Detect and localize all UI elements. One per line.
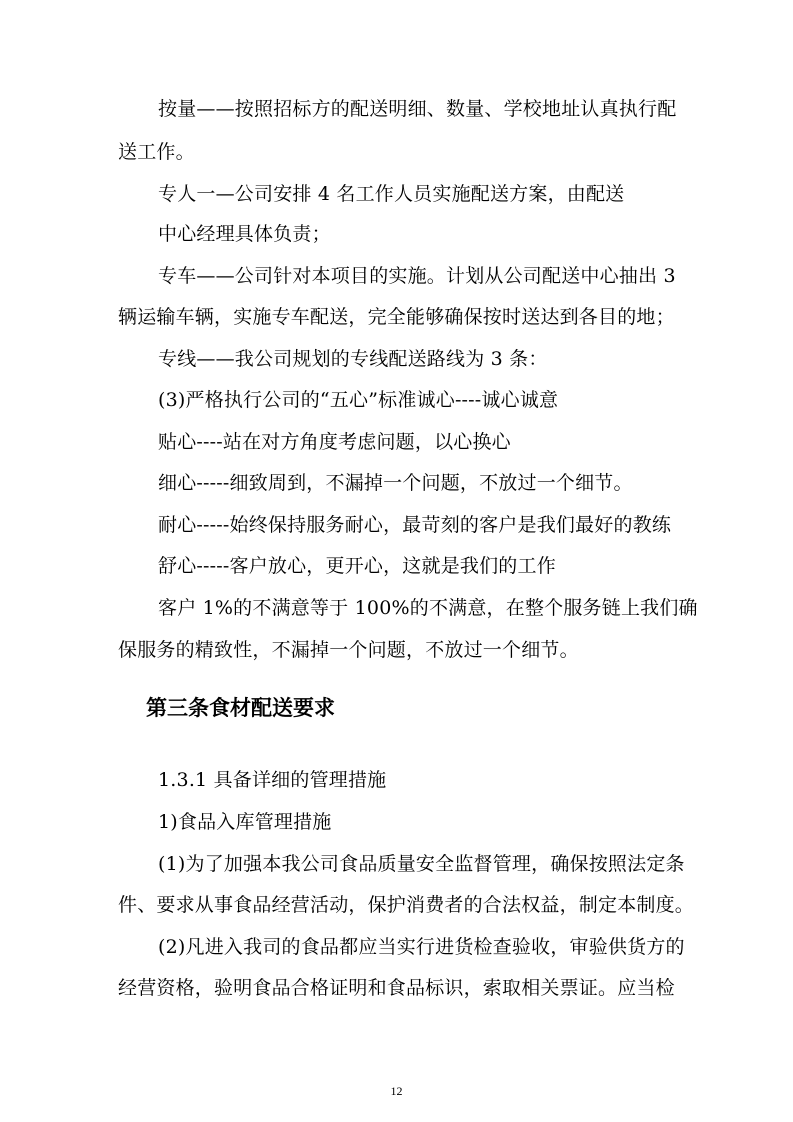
paragraph-line: 专线——我公司规划的专线配送路线为 3 条： bbox=[158, 348, 548, 370]
paragraph-line: (1)为了加强本我公司食品质量安全监督管理，确保按照法定条 bbox=[158, 853, 685, 875]
paragraph-line: 客户 1%的不满意等于 100%的不满意，在整个服务链上我们确 bbox=[158, 597, 698, 619]
subsection-title: 1.3.1 具备详细的管理措施 bbox=[158, 769, 387, 791]
paragraph-line: 经营资格，验明食品合格证明和食品标识，索取相关票证。应当检 bbox=[118, 977, 675, 999]
paragraph-line: (2)凡进入我司的食品都应当实行进货检查验收，审验供货方的 bbox=[158, 936, 685, 958]
paragraph-line: (3)严格执行公司的“五心”标准诚心----诚心诚意 bbox=[158, 389, 559, 411]
paragraph-line: 保服务的精致性，不漏掉一个问题，不放过一个细节。 bbox=[118, 639, 579, 661]
paragraph-line: 按量——按照招标方的配送明细、数量、学校地址认真执行配 bbox=[158, 98, 677, 120]
paragraph-line: 细心-----细致周到，不漏掉一个问题，不放过一个细节。 bbox=[158, 472, 633, 494]
paragraph-line: 辆运输车辆，实施专车配送，完全能够确保按时送达到各目的地； bbox=[118, 306, 675, 328]
paragraph-line: 专人一—公司安排 4 名工作人员实施配送方案，由配送 bbox=[158, 183, 625, 205]
paragraph-line: 件、要求从事食品经营活动，保护消费者的合法权益，制定本制度。 bbox=[118, 894, 695, 916]
page-number: 12 bbox=[390, 1084, 403, 1098]
paragraph-line: 舒心-----客户放心，更开心，这就是我们的工作 bbox=[158, 555, 556, 577]
paragraph-line: 送工作。 bbox=[118, 141, 195, 163]
section-heading: 第三条食材配送要求 bbox=[146, 696, 335, 720]
paragraph-line: 贴心----站在对方角度考虑问题，以心换心 bbox=[158, 431, 511, 453]
paragraph-line: 中心经理具体负责； bbox=[158, 223, 331, 245]
paragraph-line: 耐心-----始终保持服务耐心，最苛刻的客户是我们最好的教练 bbox=[158, 514, 672, 536]
paragraph-line: 专车——公司针对本项目的实施。计划从公司配送中心抽出 3 bbox=[158, 265, 676, 287]
paragraph-line: 1)食品入库管理措施 bbox=[158, 811, 332, 833]
